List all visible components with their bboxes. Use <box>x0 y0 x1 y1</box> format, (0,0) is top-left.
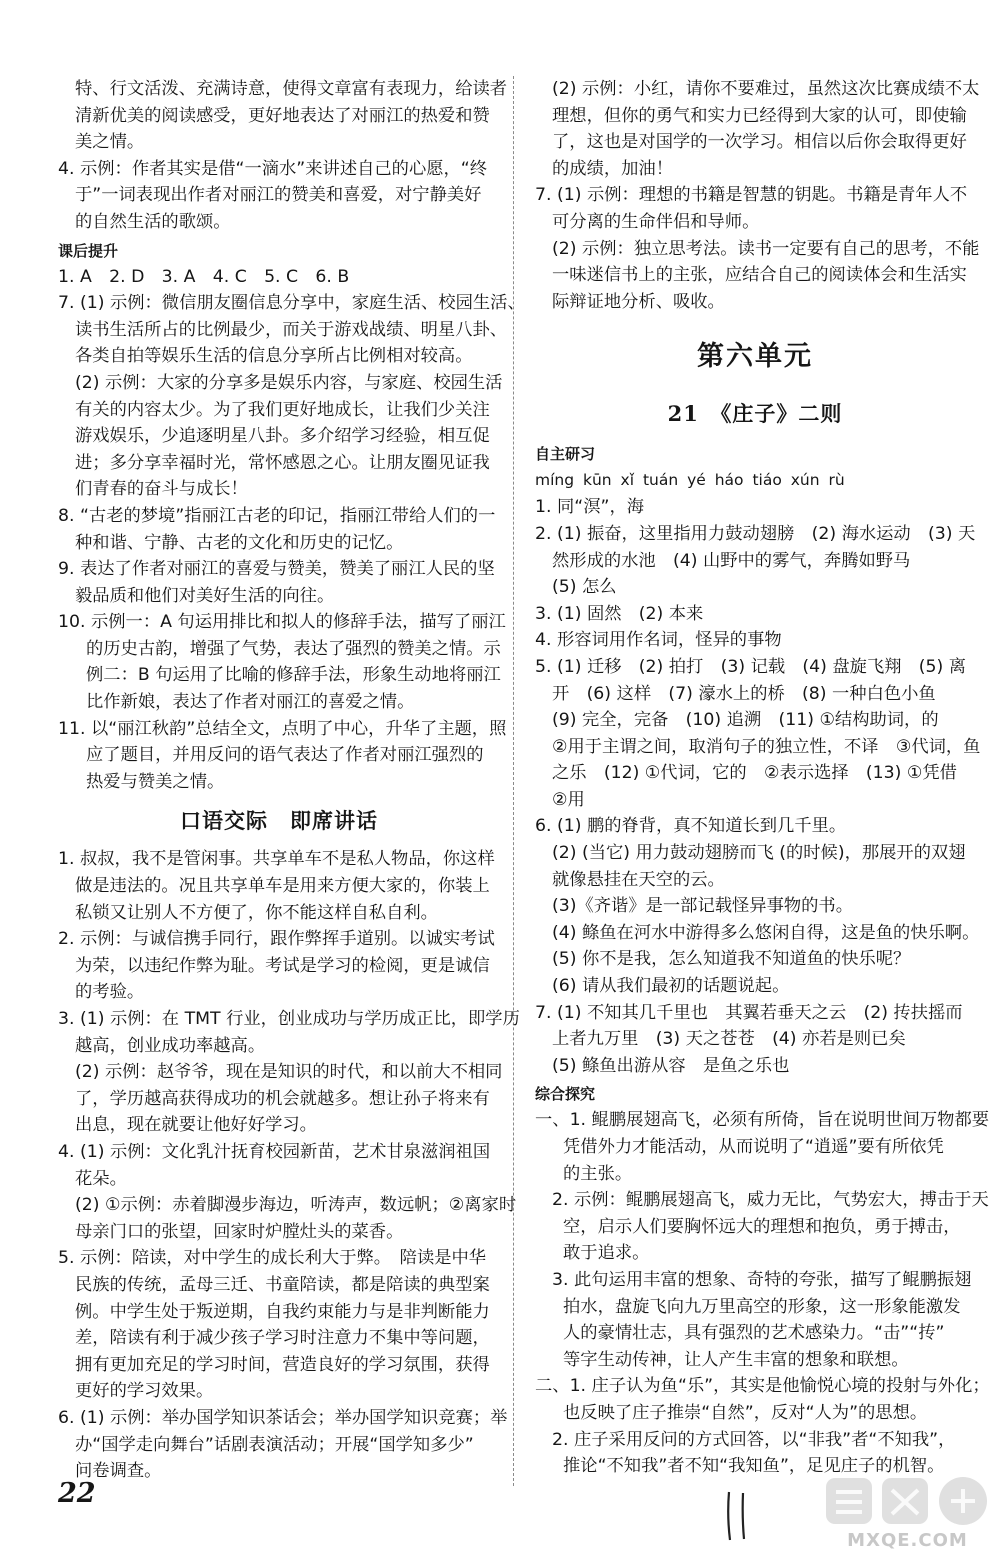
text-line: 就像悬挂在天空的云。 <box>552 869 725 890</box>
text-line: 可分离的生命伴侣和导师。 <box>552 211 760 232</box>
text-line: 应了题目，并用反问的语气表达了作者对丽江强烈的 <box>86 745 484 766</box>
text-line: 进；多分享幸福时光，常怀感恩之心。让朋友圈见证我 <box>75 452 490 473</box>
text-line: (9) 完全，完备 (10) 追溯 (11) ①结构助词，的 <box>552 710 939 731</box>
watermark-text: MXQE.COM <box>847 1530 968 1551</box>
section-label-self-study: 自主研习 <box>535 445 596 464</box>
watermark-logo <box>820 1472 995 1532</box>
text-line: 理想，但你的勇气和实力已经得到大家的认可，即使输 <box>552 105 967 126</box>
text-line: 更好的学习效果。 <box>75 1381 214 1402</box>
text-line: 11. 以“丽江秋韵”总结全文，点明了中心，升华了主题，照 <box>58 718 507 739</box>
text-line: 的考验。 <box>75 982 145 1003</box>
text-line: 10. 示例一：A 句运用排比和拟人的修辞手法，描写了丽江 <box>58 612 506 633</box>
text-line: 上者九万里 (3) 天之苍苍 (4) 亦若是则已矣 <box>552 1029 906 1050</box>
text-line: 2. 庄子采用反问的方式回答，以“非我”者“不知我”， <box>552 1429 956 1450</box>
text-line: 游戏娱乐，少追逐明星八卦。多介绍学习经验，相互促 <box>75 426 490 447</box>
lesson-title: 21 《庄子》二则 <box>667 401 843 427</box>
text-line: 2. 示例：鲲鹏展翅高飞，威力无比，气势宏大，搏击于天 <box>552 1190 989 1211</box>
text-line: 然形成的水池 (4) 山野中的雾气，奔腾如野马 <box>552 550 911 571</box>
text-line: 问卷调查。 <box>75 1461 162 1482</box>
text-line: 7. (1) 不知其几千里也 其翼若垂天之云 (2) 抟扶摇而 <box>535 1002 963 1023</box>
section-label-after-class: 课后提升 <box>58 241 119 260</box>
text-line: 8. “古老的梦境”指丽江古老的印记，指丽江带给人们的一 <box>58 505 496 526</box>
text-line: 拍水，盘旋飞向九万里高空的形象，这一形象能激发 <box>563 1296 961 1317</box>
text-line: 母亲门口的张望，回家时炉膛灶头的菜香。 <box>75 1221 404 1242</box>
text-line: 7. (1) 示例：理想的书籍是智慧的钥匙。书籍是青年人不 <box>535 185 968 206</box>
text-line: 1. 同“溟”，海 <box>535 497 645 518</box>
text-line: 4. 形容词用作名词，怪异的事物 <box>535 630 782 651</box>
text-line: 3. 此句运用丰富的想象、奇特的夸张，描写了鲲鹏振翅 <box>552 1269 972 1290</box>
text-line: 读书生活所占的比例最少，而关于游戏战绩、明星八卦、 <box>75 319 508 340</box>
page-number: 22 <box>58 1478 96 1509</box>
text-line: (5) 鲦鱼出游从容 是鱼之乐也 <box>552 1055 790 1076</box>
text-line: 有关的内容太少。为了我们更好地成长，让我们少关注 <box>75 399 490 420</box>
text-line: 各类自拍等娱乐生活的信息分享所占比例相对较高。 <box>75 346 473 367</box>
text-line: 等字生动传神，让人产生丰富的想象和联想。 <box>563 1349 909 1370</box>
text-line: 敢于追求。 <box>563 1243 650 1264</box>
text-line: ②用 <box>552 789 585 810</box>
text-line: 5. (1) 迁移 (2) 拍打 (3) 记载 (4) 盘旋飞翔 (5) 离 <box>535 656 967 677</box>
text-line: (6) 请从我们最初的话题说起。 <box>552 976 790 997</box>
text-line: 一、1. 鲲鹏展翅高飞，必须有所倚，旨在说明世间万物都要 <box>535 1110 990 1131</box>
text-line: 例。中学生处于叛逆期，自我约束能力与是非判断能力 <box>75 1301 490 1322</box>
right-column <box>535 76 990 1480</box>
text-line: 推论“不知我”者不知“我知鱼”，足见庄子的机智。 <box>563 1456 945 1477</box>
text-line: 例二：B 句运用了比喻的修辞手法，形象生动地将丽江 <box>86 665 501 686</box>
text-line: 2. 示例：与诚信携手同行，跟作弊挥手道别。以诚实考试 <box>58 929 495 950</box>
text-line: 的自然生活的歌颂。 <box>75 211 231 232</box>
text-line: 做是违法的。况且共享单车是用来方便大家的，你装上 <box>75 876 490 897</box>
text-line: 们青春的奋斗与成长！ <box>75 479 248 500</box>
text-line: 清新优美的阅读感受，更好地表达了对丽江的热爱和赞 <box>75 105 490 126</box>
text-line: 于”一词表现出作者对丽江的赞美和喜爱，对宁静美好 <box>75 185 482 206</box>
text-line: (2) ①示例：赤着脚漫步海边，听涛声，数远帆；②离家时 <box>75 1195 517 1216</box>
text-line: 1. 叔叔，我不是管闲事。共享单车不是私人物品，你这样 <box>58 849 495 870</box>
text-line: 种和谐、宁静、古老的文化和历史的记忆。 <box>75 532 404 553</box>
text-line: 空，启示人们要胸怀远大的理想和抱负，勇于搏击， <box>563 1216 961 1237</box>
text-line: (5) 怎么 <box>552 577 617 598</box>
text-line: 际辩证地分析、吸收。 <box>552 291 725 312</box>
oral-communication-title: 口语交际 即席讲话 <box>180 808 378 834</box>
text-line: 7. (1) 示例：微信朋友圈信息分享中，家庭生活、校园生活、 <box>58 293 525 314</box>
text-line: 了，学历越高获得成功的机会就越多。想让孙子将来有 <box>75 1088 490 1109</box>
text-line: 特、行文活泼、充满诗意，使得文章富有表现力，给读者 <box>75 79 508 99</box>
text-line: 为荣，以违纪作弊为耻。考试是学习的检阅，更是诚信 <box>75 955 490 976</box>
text-line: 6. (1) 鹏的脊背，真不知道长到几千里。 <box>535 816 847 837</box>
text-line: 9. 表达了作者对丽江的喜爱与赞美，赞美了丽江人民的坚 <box>58 559 495 580</box>
handwritten-mark <box>722 1490 752 1542</box>
text-line: 差，陪读有利于减少孩子学习时注意力不集中等问题， <box>75 1328 490 1349</box>
text-line: 开 (6) 这样 (7) 濠水上的桥 (8) 一种白色小鱼 <box>552 683 936 704</box>
left-column <box>58 76 525 1485</box>
text-line: 办“国学走向舞台”话剧表演活动；开展“国学知多少” <box>75 1434 474 1455</box>
text-line: 2. (1) 振奋，这里指用力鼓动翅膀 (2) 海水运动 (3) 天 <box>535 523 976 544</box>
text-line: (5) 你不是我，怎么知道我不知道鱼的快乐呢？ <box>552 949 911 970</box>
text-line: 花朵。 <box>75 1168 127 1189</box>
text-line: 热爱与赞美之情。 <box>86 771 225 792</box>
answer-key-line: 1. A 2. D 3. A 4. C 5. C 6. B <box>58 266 350 287</box>
text-line: (2) 示例：小红，请你不要难过，虽然这次比赛成绩不太 <box>552 79 980 99</box>
text-line: 4. (1) 示例：文化乳汁抚育校园新苗，艺术甘泉滋润祖国 <box>58 1141 491 1162</box>
text-line: 比作新娘，表达了作者对丽江的喜爱之情。 <box>86 692 415 713</box>
text-line: 越高，创业成功率越高。 <box>75 1035 266 1056</box>
text-line: (2) 示例：独立思考法。读书一定要有自己的思考，不能 <box>552 238 980 259</box>
text-line: 出息，现在就要让他好好学习。 <box>75 1115 317 1136</box>
column-divider <box>513 76 514 1486</box>
text-line: 5. 示例：陪读，对中学生的成长利大于弊。 陪读是中华 <box>58 1248 487 1269</box>
unit-title: 第六单元 <box>697 341 813 373</box>
text-line: 的成绩，加油！ <box>552 158 673 179</box>
text-line: 一味迷信书上的主张，应结合自己的阅读体会和生活实 <box>552 265 967 286</box>
text-line: 人的豪情壮志，具有强烈的艺术感染力。“击”“抟” <box>563 1323 945 1344</box>
text-line: 也反映了庄子推崇“自然”，反对“人为”的思想。 <box>563 1402 928 1423</box>
text-line: 民族的传统，孟母三迁、书童陪读，都是陪读的典型案 <box>75 1274 490 1295</box>
text-line: 凭借外力才能活动，从而说明了“逍遥”要有所依凭 <box>563 1137 944 1157</box>
text-line: (2) 示例：大家的分享多是娱乐内容，与家庭、校园生活 <box>75 372 503 393</box>
watermark <box>820 1472 995 1551</box>
text-line: 4. 示例：作者其实是借“一滴水”来讲述自己的心愿，“终 <box>58 158 488 179</box>
text-line: (2) (当它) 用力鼓动翅膀而飞 (的时候)，那展开的双翅 <box>552 843 966 864</box>
text-line: 3. (1) 固然 (2) 本来 <box>535 603 704 624</box>
text-line: 拥有更加充足的学习时间，营造良好的学习氛围，获得 <box>75 1354 490 1375</box>
text-line: 二、1. 庄子认为鱼“乐”，其实是他愉悦心境的投射与外化； <box>535 1376 990 1397</box>
pinyin-line: míng kūn xǐ tuán yé háo tiáo xún rù <box>535 471 845 490</box>
text-line: 了，这也是对国学的一次学习。相信以后你会取得更好 <box>552 132 967 153</box>
text-line: 的历史古韵，增强了气势，表达了强烈的赞美之情。示 <box>86 638 501 659</box>
text-line: 毅品质和他们对美好生活的向往。 <box>75 585 335 606</box>
text-line: 私锁又让别人不方便了，你不能这样自私自利。 <box>75 902 438 923</box>
text-line: 3. (1) 示例：在 TMT 行业，创业成功与学历成正比，即学历 <box>58 1009 520 1029</box>
text-line: (4) 鲦鱼在河水中游得多么悠闲自得，这是鱼的快乐啊。 <box>552 922 980 943</box>
text-line: 之乐 (12) ①代词，它的 ②表示选择 (13) ①凭借 <box>552 763 957 784</box>
text-line: ②用于主谓之间，取消句子的独立性，不译 ③代词，鱼 <box>552 736 981 757</box>
text-line: 6. (1) 示例：举办国学知识茶话会；举办国学知识竞赛；举 <box>58 1407 508 1428</box>
text-line: (2) 示例：赵爷爷，现在是知识的时代，和以前大不相同 <box>75 1062 503 1083</box>
text-line: 美之情。 <box>75 132 145 153</box>
text-line: (3)《齐谐》是一部记载怪异事物的书。 <box>552 896 853 917</box>
text-line: 的主张。 <box>563 1163 633 1184</box>
section-label-comprehensive: 综合探究 <box>535 1085 596 1104</box>
